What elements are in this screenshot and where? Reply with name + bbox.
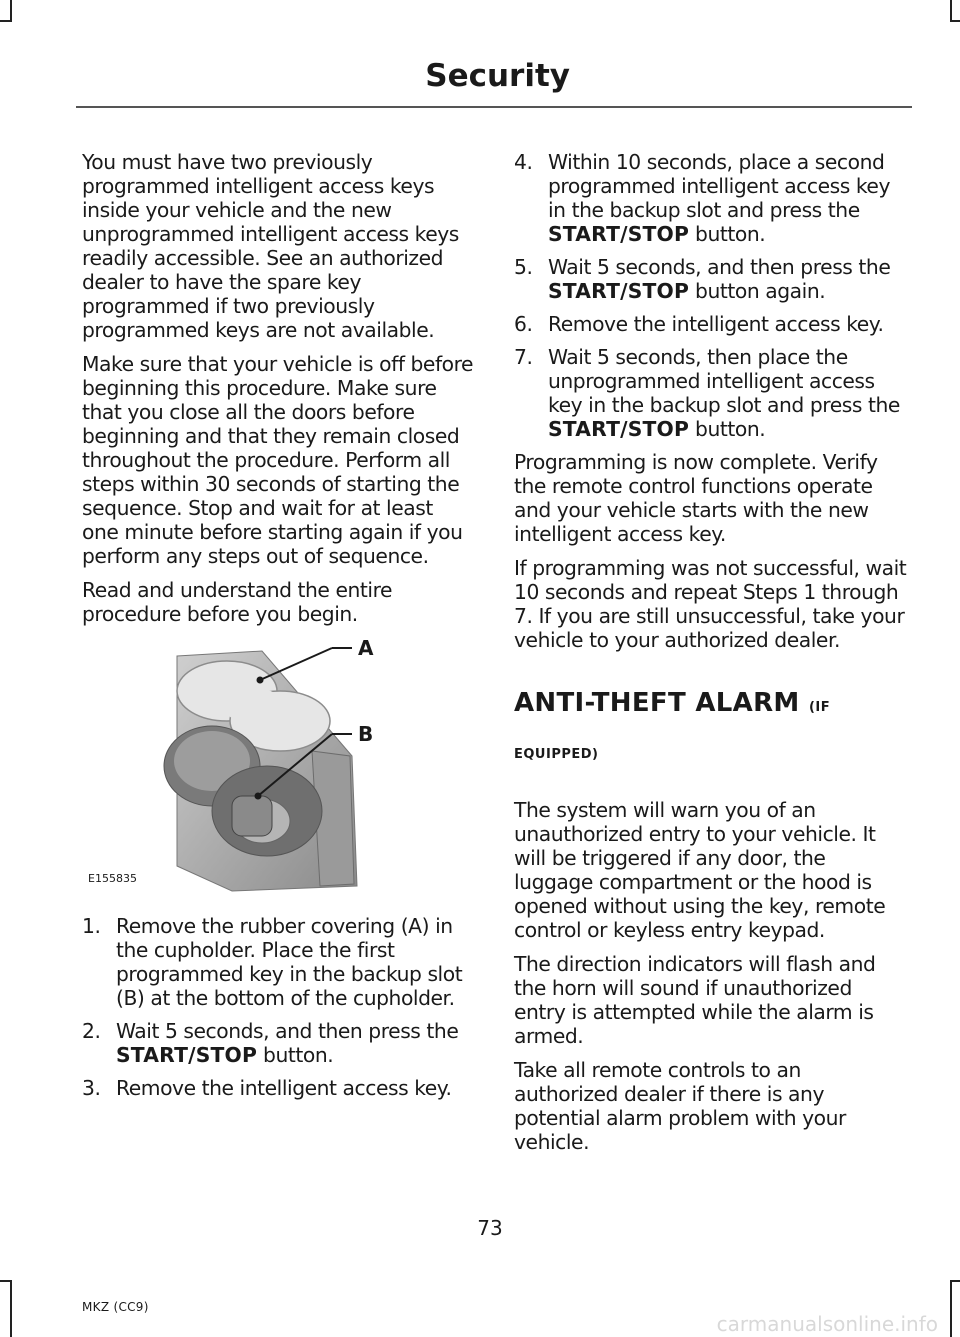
section-heading: ANTI-THEFT ALARM (IF EQUIPPED) [514,688,831,762]
crop-mark [950,20,960,22]
warning-paragraph: Make sure that your vehicle is off before beginning this procedure. Make sure that you close all the doors before beginning and that they remain closed throughout the procedure. Perform all steps within 30 seconds of starting the sequence. Stop and wait for at least one minute before starting again if you perform any steps out of sequence. [82,352,474,568]
steps-list-right [514,150,908,441]
header-divider [76,106,912,108]
alarm-paragraph: The system will warn you of an unauthorized entry to your vehicle. It will be triggered if any door, the luggage compartment or the hood is opened without using the key, remote control or keyless entry keypad. [514,798,886,942]
model-code: MKZ (CC9) [82,1300,149,1314]
step-item: 3. Remove the intelligent access key. [82,1076,452,1100]
intro-paragraph: You must have two previously programmed intelligent access keys inside your vehicle and the new unprogrammed intelligent access keys readily accessible. See an authorized dealer to have the spare key programmed if two previously programmed keys are not available. [82,150,459,342]
step-item: 1. Remove the rubber covering (A) in the cupholder. Place the first programmed key in the backup slot (B) at the bottom of the cupholder. [82,914,463,1010]
crop-mark [950,0,952,22]
crop-mark [950,1280,960,1282]
indicator-paragraph: The direction indicators will flash and the horn will sound if unauthorized entry is attempted while the alarm is armed. [514,952,876,1048]
read-paragraph: Read and understand the entire procedure before you begin. [82,578,393,626]
step-item: 6. Remove the intelligent access key. [514,312,884,336]
step-item: 5. Wait 5 seconds, and then press the START/STOP button again. [514,255,891,303]
label-b: B [358,722,374,746]
right-column [514,150,908,1164]
watermark: carmanualsonline.info [716,1312,938,1336]
complete-paragraph: Programming is now complete. Verify the remote control functions operate and your vehicle starts with the new intelligent access key. [514,450,878,546]
crop-mark [10,1280,12,1337]
figure-code: E155835 [88,872,137,885]
dealer-paragraph: Take all remote controls to an authorized dealer if there is any potential alarm problem with your vehicle. [514,1058,846,1154]
step-item: 7. Wait 5 seconds, then place the unprogrammed intelligent access key in the backup slot and press the START/STOP button. [514,345,900,441]
retry-paragraph: If programming was not successful, wait 10 seconds and repeat Steps 1 through 7. If you are still unsuccessful, take your vehicle to your authorized dealer. [514,556,907,652]
cupholder-illustration [82,636,392,896]
crop-mark [10,0,12,22]
step-item: 4. Within 10 seconds, place a second programmed intelligent access key in the backup slot and press the START/STOP button. [514,150,890,246]
crop-mark [0,20,12,22]
crop-mark [0,1280,12,1282]
step-item: 2. Wait 5 seconds, and then press the START/STOP button. [82,1019,459,1067]
page-number: 73 [477,1216,503,1240]
page-title: Security [425,58,570,94]
label-a: A [358,636,374,660]
left-column [82,150,474,1109]
crop-mark [950,1280,952,1337]
cupholder-figure [82,636,392,896]
steps-list-left [82,914,474,1100]
